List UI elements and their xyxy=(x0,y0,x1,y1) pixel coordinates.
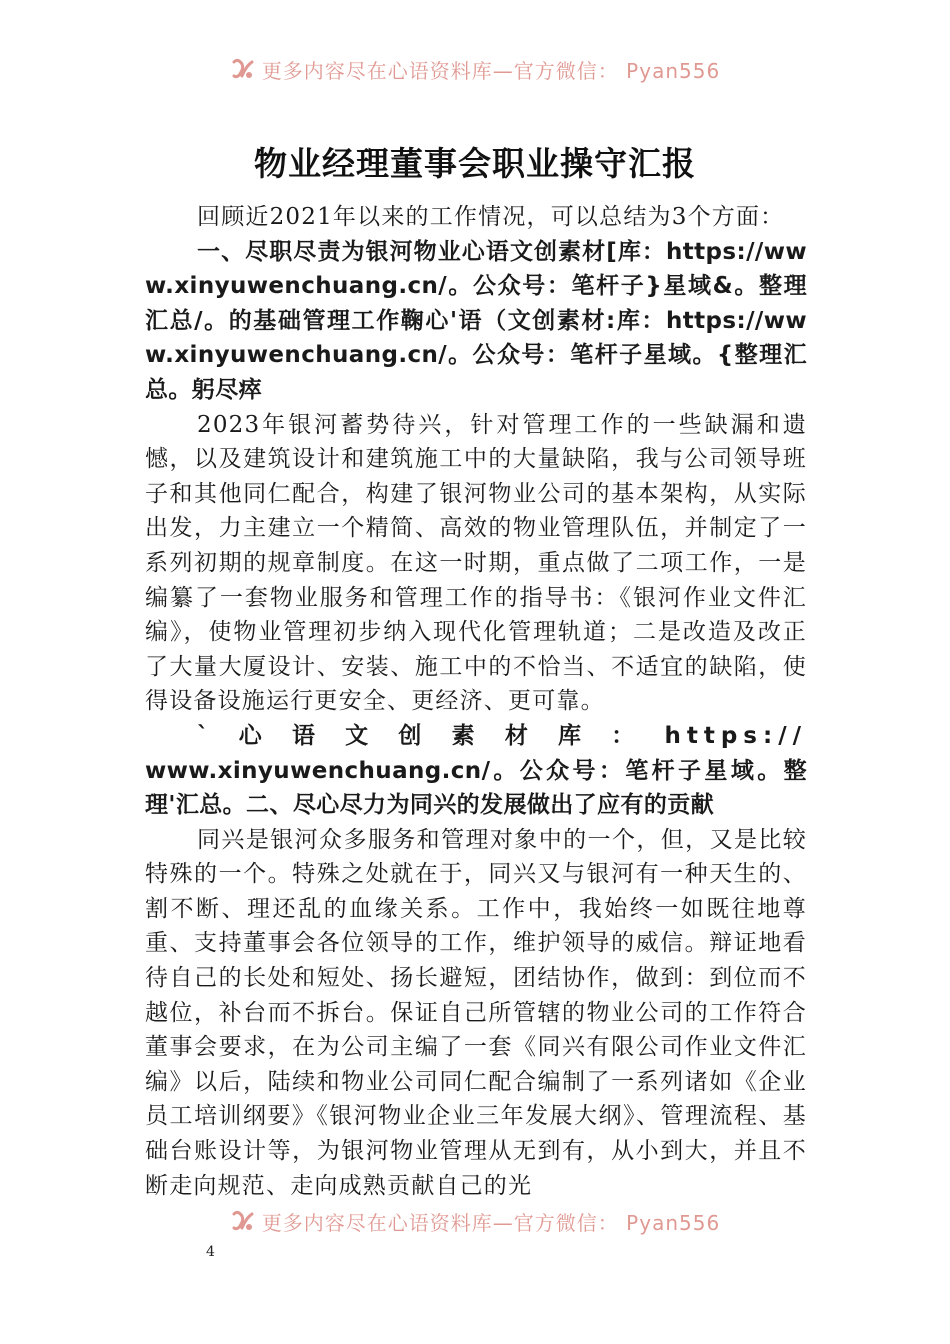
paragraph-section-1: 2023年银河蓄势待兴，针对管理工作的一些缺漏和遗憾，以及建筑设计和建筑施工中的大量缺陷，我与公司领导班子和其他同仁配合，构建了银河物业公司的基本架构，从实际出发，力主建立一个精简、高效的物业管理队伍，并制定了一系列初期的规章制度。在这一时期，重点做了二项工作，一是编纂了一套物业服务和管理工作的指导书：《银河作业文件汇编》，使物业管理初步纳入现代化管理轨道；二是改造及改正了大量大厦设计、安装、施工中的不恰当、不适宜的缺陷，使得设备设施运行更安全、更经济、更可靠。 xyxy=(145,411,807,715)
watermark-header xyxy=(0,52,950,86)
watermark-text: 更多内容尽在心语资料库—官方微信： Pyan556 xyxy=(261,1210,721,1235)
document-title: 物业经理董事会职业操守汇报 xyxy=(254,144,696,183)
brand-logo-icon xyxy=(230,56,256,82)
section-heading-1: 一、尽职尽责为银河物业心语文创素材[库：https://www.xinyuwenchuang.cn/。公众号：笔杆子}星域&。整理汇总/。的基础管理工作鞠心'语（文创素材:库：https://www.xinyuwenchuang.cn/。公众号：笔杆子星域。{整理汇总。躬尽瘁 xyxy=(145,238,807,403)
page-number: 4 xyxy=(206,1244,215,1260)
watermark-text: 更多内容尽在心语资料库—官方微信： Pyan556 xyxy=(261,58,721,83)
watermark-content xyxy=(230,1207,720,1236)
paragraph-section-2: 同兴是银河众多服务和管理对象中的一个，但，又是比较特殊的一个。特殊之处就在于，同兴又与银河有一种天生的、割不断、理还乱的血缘关系。工作中，我始终一如既往地尊重、支持董事会各位领导的工作，维护领导的威信。辩证地看待自己的长处和短处、扬长避短，团结协作，做到：到位而不越位，补台而不拆台。保证自己所管辖的物业公司的工作符合董事会要求，在为公司主编了一套《同兴有限公司作业文件汇编》以后，陆续和物业公司同仁配合编制了一系列诸如《企业员工培训纲要》《银河物业企业三年发展大纲》、管理流程、基础台账设计等，为银河物业管理从无到有，从小到大，并且不断走向规范、走向成熟贡献自己的光 xyxy=(145,826,807,1199)
section-heading-2-line-1: `心语文创素材库：https:// xyxy=(197,722,807,749)
watermark-content xyxy=(230,55,720,84)
section-heading-2-line-2: www.xinyuwenchuang.cn/。公众号：笔杆子星域。整理'汇总。二、尽心尽力为同兴的发展做出了应有的贡献 xyxy=(145,757,807,819)
watermark-footer xyxy=(0,1204,950,1238)
document-body xyxy=(145,200,807,1203)
brand-logo-icon xyxy=(230,1208,256,1234)
paragraph-intro: 回顾近2021年以来的工作情况，可以总结为3个方面： xyxy=(197,204,785,230)
